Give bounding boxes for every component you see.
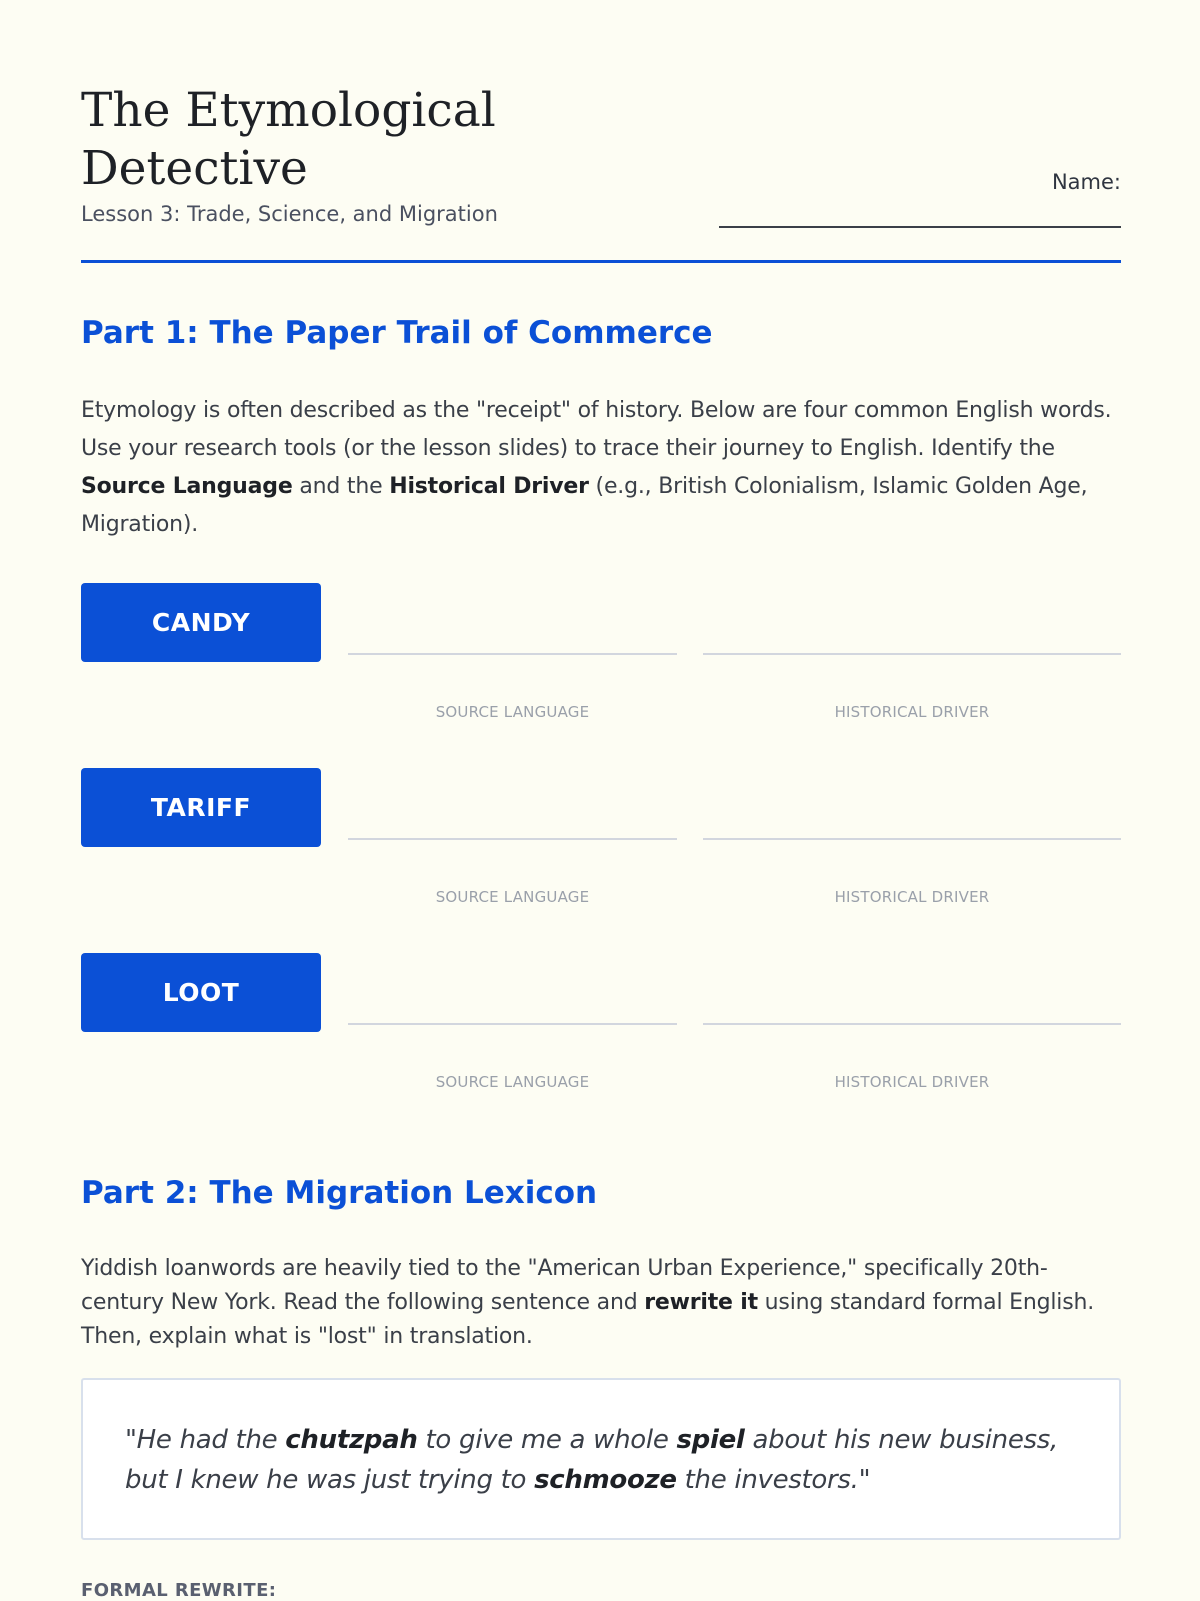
source-language-label: SOURCE LANGUAGE [435, 1073, 590, 1091]
source-language-answer-line[interactable] [348, 653, 677, 655]
part1-intro-text-2: and the [292, 474, 390, 499]
worksheet-title [81, 82, 641, 198]
word-row-candy [81, 583, 1121, 723]
quote-text-4: the investors." [676, 1465, 871, 1495]
part2-intro-text-2: using standard formal English. Then, explain what is "lost" in translation. [81, 1290, 1094, 1349]
name-label: Name: [1051, 170, 1121, 194]
name-blank-line[interactable] [719, 226, 1121, 228]
quote-box [81, 1378, 1121, 1540]
word-badge: TARIFF [81, 768, 321, 847]
quote-word-schmooze: schmooze [534, 1465, 677, 1495]
quote-text-1: "He had the [125, 1425, 286, 1455]
historical-driver-label: HISTORICAL DRIVER [834, 888, 990, 906]
formal-rewrite-label: FORMAL REWRITE: [81, 1580, 277, 1601]
quote-text-2: to give me a whole [417, 1425, 677, 1455]
lesson-subtitle: Lesson 3: Trade, Science, and Migration [81, 202, 498, 226]
historical-driver-answer-line[interactable] [703, 838, 1121, 840]
source-language-label: SOURCE LANGUAGE [435, 703, 590, 721]
part2-instructions [81, 1252, 1121, 1354]
source-language-answer-line[interactable] [348, 838, 677, 840]
source-language-label: SOURCE LANGUAGE [435, 888, 590, 906]
word-badge: LOOT [81, 953, 321, 1032]
word-row-loot [81, 953, 1121, 1093]
part1-intro-text-1: Etymology is often described as the "receipt" of history. Below are four common English words. Use your research tools (or the lesson slides) to trace their journey to English. Identify the [81, 398, 1112, 461]
word-row-tariff [81, 768, 1121, 908]
part1-intro-source-language: Source Language [81, 474, 293, 499]
historical-driver-label: HISTORICAL DRIVER [834, 1073, 990, 1091]
part1-instructions [81, 392, 1121, 544]
part2-intro-text-1: Yiddish loanwords are heavily tied to the "American Urban Experience," specifically 20th-century New York. Read the following sentence and [81, 1256, 1048, 1315]
part2-heading: Part 2: The Migration Lexicon [81, 1175, 598, 1211]
title-line-2: Detective [81, 141, 308, 196]
historical-driver-answer-line[interactable] [703, 653, 1121, 655]
part1-intro-historical-driver: Historical Driver [389, 474, 589, 499]
source-language-answer-line[interactable] [348, 1023, 677, 1025]
yiddish-quote [125, 1420, 1077, 1500]
historical-driver-answer-line[interactable] [703, 1023, 1121, 1025]
part1-heading: Part 1: The Paper Trail of Commerce [81, 315, 713, 351]
word-badge: CANDY [81, 583, 321, 662]
part2-intro-rewrite-it: rewrite it [644, 1290, 758, 1315]
quote-word-chutzpah: chutzpah [285, 1425, 418, 1455]
historical-driver-label: HISTORICAL DRIVER [834, 703, 990, 721]
part1-intro-text-3: (e.g., British Colonialism, Islamic Golden Age, Migration). [81, 474, 1088, 537]
quote-text-3: about his new business, but I knew he was just trying to [125, 1425, 1058, 1495]
quote-word-spiel: spiel [676, 1425, 745, 1455]
worksheet-header [81, 82, 1121, 263]
title-line-1: The Etymological [81, 83, 496, 138]
